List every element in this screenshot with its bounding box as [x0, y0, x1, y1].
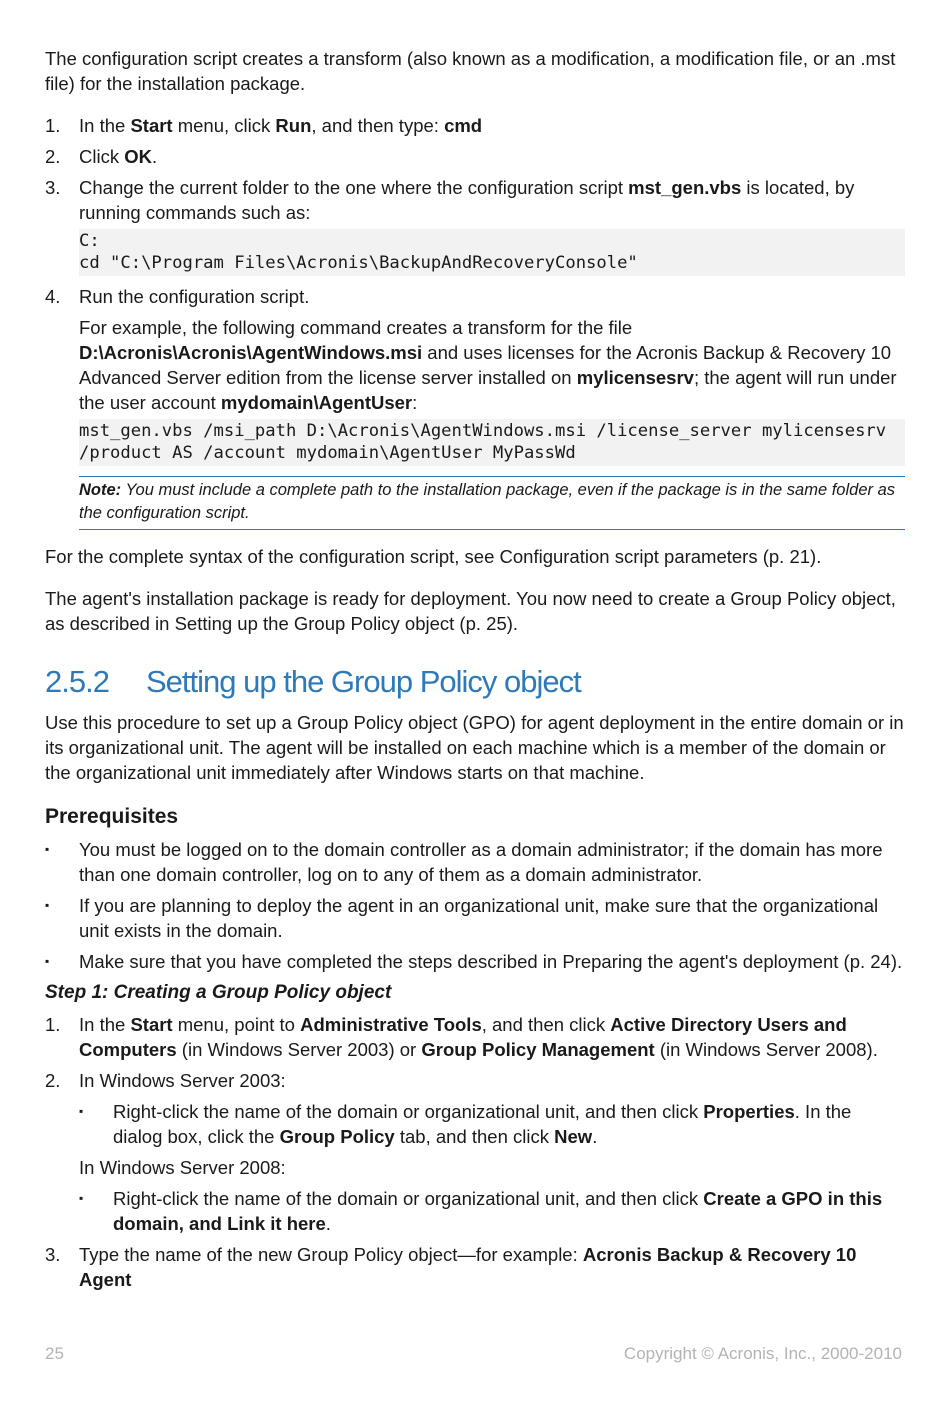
square-bullet-icon: ▪ — [45, 898, 50, 912]
note-label: Note: — [79, 481, 122, 499]
gpo-step-1: 1. In the Start menu, point to Administrative Tools, and then click Active Directory Users and Computers (in Windows Server 2003) or Group Policy Management (in Windows Server 2008). — [45, 1014, 878, 1060]
square-bullet-icon: ▪ — [79, 1191, 84, 1205]
page-number: 25 — [45, 1344, 64, 1363]
step-number: 3. — [45, 177, 61, 198]
ws2008-label: In Windows Server 2008: — [79, 1157, 286, 1178]
step-number: 4. — [45, 286, 61, 307]
step-2: 2. Click OK. — [45, 146, 158, 167]
section-title: Setting up the Group Policy object — [146, 664, 581, 699]
step-3: 3. Change the current folder to the one where the configuration script mst_gen.vbs is located, by running commands such as: C: cd "C:\Program Files\Acronis\BackupAndRecoveryConsole" — [45, 175, 905, 276]
step-4: 4. Run the configuration script. For example, the following command creates a transform for the file D:\Acronis\Acronis\AgentWindows.msi and uses licenses for the Acronis Backup & Recovery 10 Advanced Server edition from the license server installed on mylicensesrv; the agent will run under the user account mydomain\AgentUser: mst_gen.vbs /msi_path D:\Acronis\AgentWindows.msi /license_server mylicensesrv /product AS /account mydomain\AgentUser MyPassWd Note: You must include a complete path to the installation package, even if the package is in the same folder as the configuration script. — [45, 284, 905, 530]
step-1: 1. In the Start menu, click Run, and then type: cmd — [45, 115, 483, 136]
copyright: Copyright © Acronis, Inc., 2000-2010 — [623, 1344, 902, 1363]
step-number: 2. — [45, 146, 61, 167]
sub-item-2008: ▪ Right-click the name of the domain or organizational unit, and then click Create a GPO in this domain, and Link it here. — [79, 1188, 883, 1234]
syntax-paragraph: For the complete syntax of the configuration script, see Configuration script parameters (p. 21). — [45, 546, 822, 567]
square-bullet-icon: ▪ — [45, 954, 50, 968]
intro-paragraph: The configuration script creates a transform (also known as a modification, a modification file, or an .mst file) for the installation package. — [45, 48, 896, 94]
document-page — [45, 46, 905, 1298]
section-number: 2.5.2 — [45, 664, 109, 699]
gpo-step-3: 3. Type the name of the new Group Policy object—for example: Acronis Backup & Recovery 10 Agent — [45, 1244, 857, 1290]
transform-steps — [45, 113, 905, 530]
code-block-cd: C: cd "C:\Program Files\Acronis\BackupAndRecoveryConsole" — [79, 229, 905, 276]
step-number: 1. — [45, 115, 61, 136]
ready-paragraph: The agent's installation package is ready for deployment. You now need to create a Group Policy object, as described in Setting up the Group Policy object (p. 25). — [45, 588, 896, 634]
step-number: 3. — [45, 1244, 61, 1265]
square-bullet-icon: ▪ — [45, 842, 50, 856]
section-heading — [45, 662, 905, 702]
note-text: You must include a complete path to the installation package, even if the package is in the same folder as the configuration script. — [79, 481, 896, 522]
sub-item-2003: ▪ Right-click the name of the domain or organizational unit, and then click Properties. In the dialog box, click the Group Policy tab, and then click New. — [79, 1101, 852, 1147]
prerequisites-heading: Prerequisites — [45, 805, 179, 828]
list-item: ▪ You must be logged on to the domain controller as a domain administrator; if the domain has more than one domain controller, log on to any of them as a domain administrator. — [45, 839, 883, 885]
section-intro: Use this procedure to set up a Group Policy object (GPO) for agent deployment in the entire domain or in its organizational unit. The agent will be installed on each machine which is a member of the domain or the organizational unit immediately after Windows starts on that machine. — [45, 712, 904, 783]
step-number: 2. — [45, 1070, 61, 1091]
example-paragraph: For example, the following command creates a transform for the file D:\Acronis\Acronis\AgentWindows.msi and uses licenses for the Acronis Backup & Recovery 10 Advanced Server edition from the license server installed on mylicensesrv; the agent will run under the user account mydomain\AgentUser: — [79, 317, 897, 413]
step1-heading: Step 1: Creating a Group Policy object — [45, 982, 392, 1003]
prerequisites-list — [45, 837, 905, 974]
list-item: ▪ Make sure that you have completed the steps described in Preparing the agent's deployment (p. 24). — [45, 951, 903, 972]
note-box — [79, 476, 905, 530]
gpo-steps — [45, 1012, 905, 1292]
gpo-step-2: 2. In Windows Server 2003: ▪ Right-click the name of the domain or organizational unit, and then click Properties. In the dialog box, click the Group Policy tab, and then click New. In Windows Server 2008: ▪ Right-click the name of the domain or organizational unit, and then click Create a GPO in this domain, and Link it here. — [45, 1068, 905, 1236]
code-block-mst-gen: mst_gen.vbs /msi_path D:\Acronis\AgentWindows.msi /license_server mylicensesrv /product AS /account mydomain\AgentUser MyPassWd — [79, 419, 905, 466]
step-number: 1. — [45, 1014, 61, 1035]
square-bullet-icon: ▪ — [79, 1104, 84, 1118]
list-item: ▪ If you are planning to deploy the agent in an organizational unit, make sure that the organizational unit exists in the domain. — [45, 895, 879, 941]
